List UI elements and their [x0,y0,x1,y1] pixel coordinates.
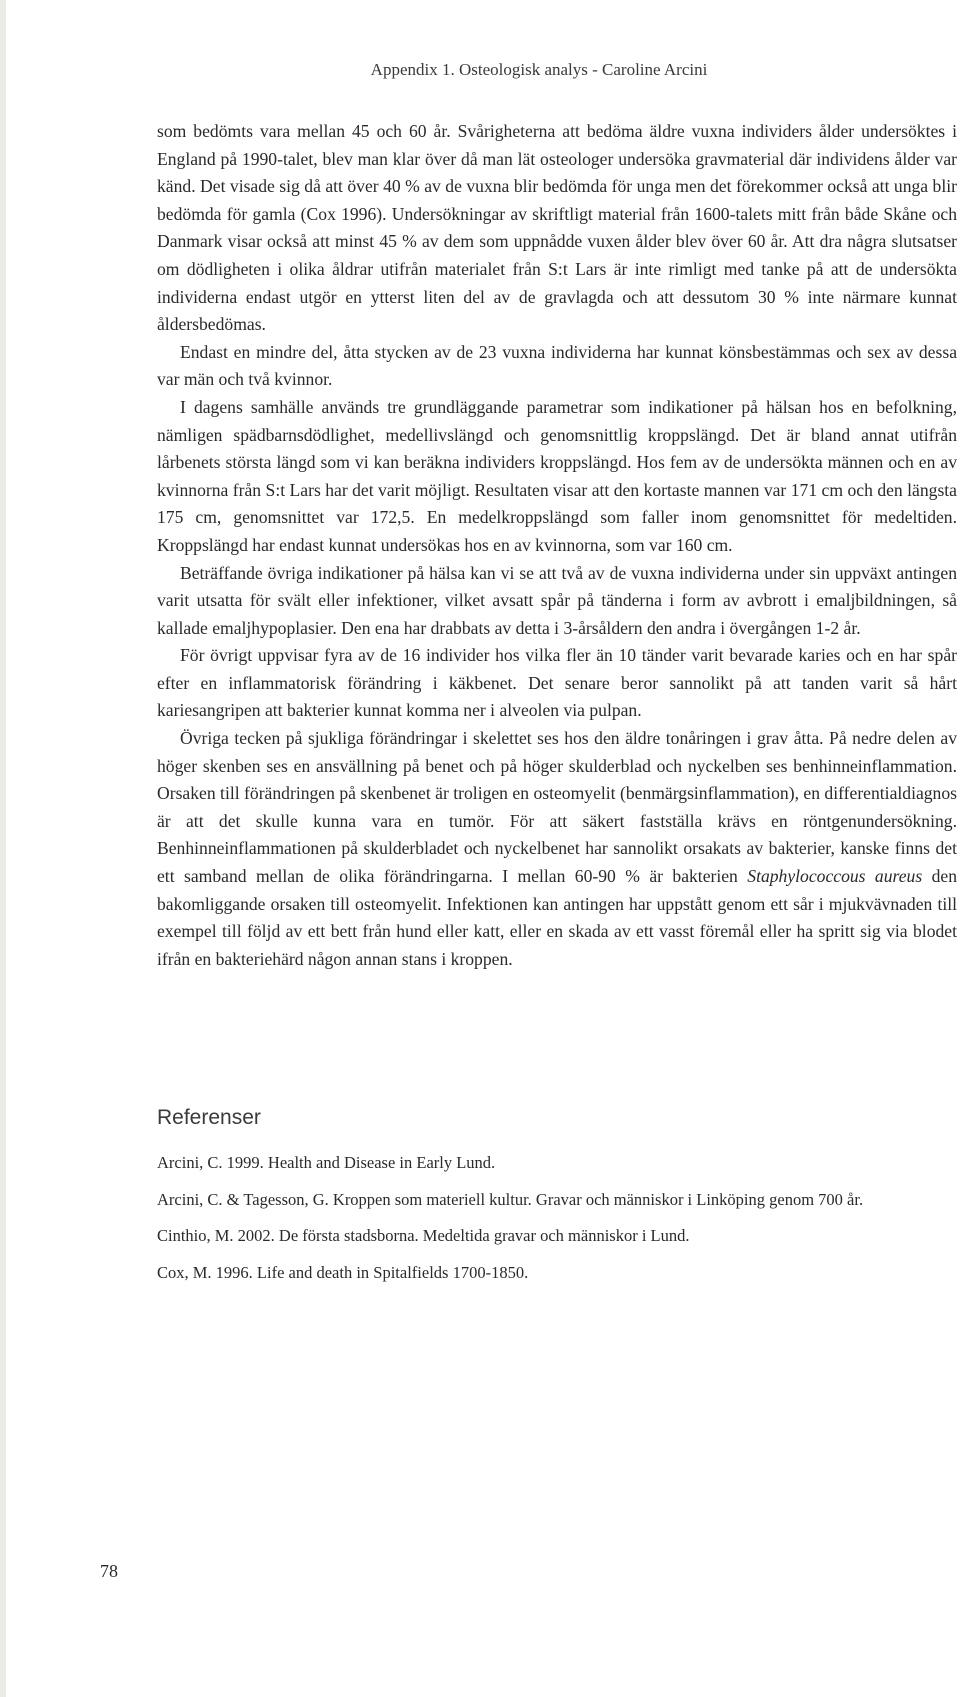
references-list [157,1152,957,1298]
species-name: Staphylococcous aureus [747,866,923,887]
running-header: Appendix 1. Osteologisk analys - Caroline Arcini [370,60,708,79]
reference-item: Cinthio, M. 2002. De första stadsborna. Medeltida gravar och människor i Lund. [157,1226,690,1245]
paragraph-3: I dagens samhälle används tre grundläggande parametrar som indikationer på hälsan hos en befolkning, nämligen spädbarnsdödlighet, medellivslängd och genomsnittlig kroppslängd. Det är bland annat utifrån lårbenets största längd som vi kan beräkna individers kroppslängd. Hos fem av de undersökta männen och en av kvinnorna från S:t Lars har det varit möjligt. Resultaten visar att den kortaste mannen var 171 cm och den längsta 175 cm, genomsnittet var 172,5. En medelkroppslängd som faller inom genomsnittet för medeltiden. Kroppslängd har endast kunnat undersökas hos en av kvinnorna, som var 160 cm. [157,396,957,555]
reference-item: Cox, M. 1996. Life and death in Spitalfields 1700-1850. [157,1262,529,1282]
paragraph-5: För övrigt uppvisar fyra av de 16 individer hos vilka fler än 10 tänder varit bevarade karies och en har spår efter en inflammatorisk förändring i käkbenet. Det senare beror sannolikt på att tanden varit så hårt kariesangripen att bakterier kunnat komma ner i alveolen via pulpan. [157,645,957,721]
page-edge [0,0,6,1697]
reference-item: Arcini, C. 1999. Health and Disease in Early Lund. [157,1153,496,1172]
paragraph-6 [157,725,957,973]
body-text [157,118,957,973]
paragraph-6-text-end: den bakomliggande orsaken till osteomyelit. Infektionen kan antingen har uppstått genom ett sår i mjukvävnaden till exempel till följd av ett bett från hund eller katt, eller en skada av ett vasst föremål eller ha spritt sig via blodet ifrån en bakteriehärd någon annan stans i kroppen. [157,866,957,969]
paragraph-2: Endast en mindre del, åtta stycken av de 23 vuxna individerna har kunnat könsbestämmas och sex av dessa var män och två kvinnor. [157,341,957,390]
references-heading: Referenser [157,1106,261,1129]
paragraph-1: som bedömts vara mellan 45 och 60 år. Svårigheterna att bedöma äldre vuxna individers ålder undersöktes i England på 1990-talet, blev man klar över då man lät osteologer undersöka gravmaterial där individens ålder var känd. Det visade sig då att över 40 % av de vuxna blir bedömda för unga men det förekommer också att unga blir bedömda för gamla (Cox 1996). Undersökningar av skriftligt material från 1600-talets mitt från både Skåne och Danmark visar också att minst 45 % av dem som uppnådde vuxen ålder blev över 60 år. Att dra några slutsatser om dödligheten i olika åldrar utifrån materialet från S:t Lars är inte rimligt med tanke på att de undersökta individerna endast utgör en ytterst liten del av de gravlagda och att dessutom 30 % inte närmare kunnat åldersbedömas. [157,121,957,335]
reference-item: Arcini, C. & Tagesson, G. Kroppen som materiell kultur. Gravar och människor i Linköping genom 700 år. [157,1189,864,1209]
paragraph-4: Beträffande övriga indikationer på hälsa kan vi se att två av de vuxna individerna under sin uppväxt antingen varit utsatta för svält eller infektioner, vilket avsatt spår på tänderna i form av avbrott i emaljbildningen, så kallade emaljhypoplasier. Den ena har drabbats av detta i 3-årsåldern den andra i övergången 1-2 år. [157,562,957,638]
paragraph-6-text-start: Övriga tecken på sjukliga förändringar i skelettet ses hos den äldre tonåringen i grav åtta. På nedre delen av höger skenben ses en ansvällning på benet och på höger skulderblad och nyckelben ses benhinneinflammation. Orsaken till förändringen på skenbenet är troligen en osteomyelit (benmärgsinflammation), en differentialdiagnos är att det skulle kunna vara en tumör. För att säkert fastställa krävs en röntgenundersökning. Benhinneinflammationen på skulderbladet och nyckelbenet har sannolikt orsakats av bakterier, kanske finns det ett samband mellan de olika förändringarna. I mellan 60-90 % är bakterien [157,728,957,887]
page-number: 78 [100,1561,118,1581]
